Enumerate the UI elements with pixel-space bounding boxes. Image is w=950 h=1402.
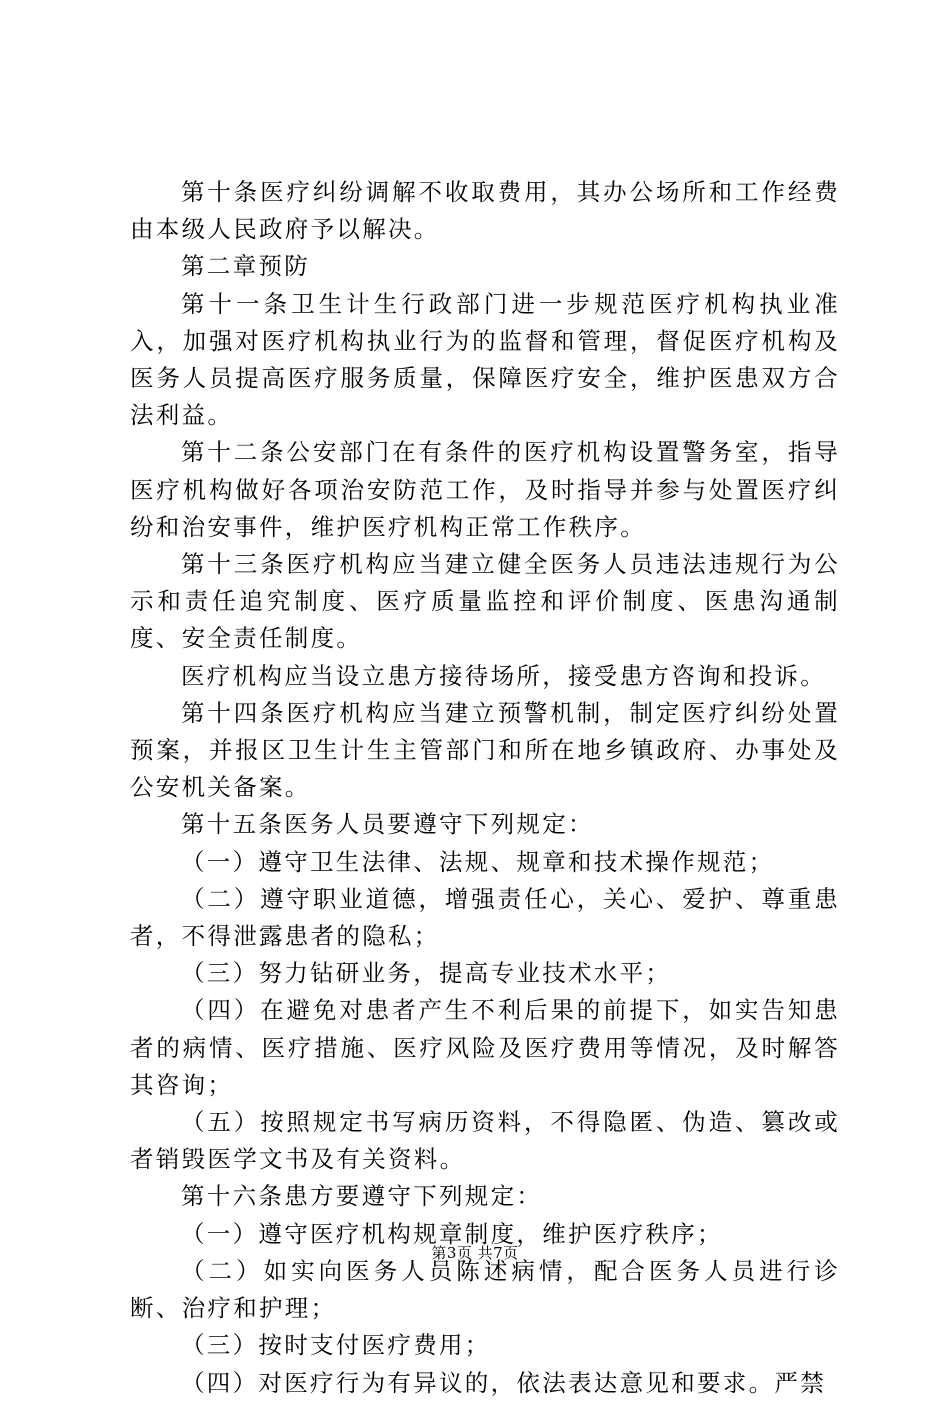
paragraph-article-10: 第十条医疗纠纷调解不收取费用，其办公场所和工作经费由本级人民政府予以解决。 bbox=[130, 178, 840, 244]
list-item-16-4: （四）对医疗行为有异议的，依法表达意见和要求。严禁 bbox=[181, 1368, 826, 1397]
page-number-footer: 第3页 共7页 bbox=[431, 1244, 519, 1262]
paragraph-article-16: 第十六条患方要遵守下列规定： bbox=[181, 1182, 543, 1211]
list-item-16-3: （三）按时支付医疗费用； bbox=[181, 1331, 491, 1360]
paragraph-article-15: 第十五条医务人员要遵守下列规定： bbox=[181, 810, 594, 839]
list-item-15-4: （四）在避免对患者产生不利后果的前提下，如实告知患者的病情、医疗措施、医疗风险及医疗费用等情况，及时解答其咨询； bbox=[130, 996, 840, 1099]
list-item-15-5: （五）按照规定书写病历资料，不得隐匿、伪造、篡改或者销毁医学文书及有关资料。 bbox=[130, 1108, 840, 1174]
list-item-15-1: （一）遵守卫生法律、法规、规章和技术操作规范； bbox=[181, 847, 775, 876]
list-item-16-1: （一）遵守医疗机构规章制度，维护医疗秩序； bbox=[181, 1219, 723, 1248]
paragraph-article-13-cont: 医疗机构应当设立患方接待场所，接受患方咨询和投诉。 bbox=[181, 661, 826, 690]
paragraph-article-14: 第十四条医疗机构应当建立预警机制，制定医疗纠纷处置预案，并报区卫生计生主管部门和所在地乡镇政府、办事处及公安机关备案。 bbox=[130, 698, 840, 802]
document-body bbox=[130, 174, 840, 1402]
paragraph-article-12: 第十二条公安部门在有条件的医疗机构设置警务室，指导医疗机构做好各项治安防范工作，及时指导并参与处置医疗纠纷和治安事件，维护医疗机构正常工作秩序。 bbox=[130, 438, 840, 541]
paragraph-article-11: 第十一条卫生计生行政部门进一步规范医疗机构执业准入，加强对医疗机构执业行为的监督和管理，督促医疗机构及医务人员提高医疗服务质量，保障医疗安全，维护医患双方合法利益。 bbox=[130, 289, 840, 430]
list-item-15-3: （三）努力钻研业务，提高专业技术水平； bbox=[181, 959, 672, 988]
list-item-16-2: （二）如实向医务人员陈述病情，配合医务人员进行诊断、治疗和护理； bbox=[130, 1256, 840, 1323]
list-item-15-2: （二）遵守职业道德，增强责任心，关心、爱护、尊重患者，不得泄露患者的隐私； bbox=[130, 884, 840, 951]
chapter-heading: 第二章预防 bbox=[181, 252, 310, 281]
paragraph-article-13: 第十三条医疗机构应当建立健全医务人员违法违规行为公示和责任追究制度、医疗质量监控和评价制度、医患沟通制度、安全责任制度。 bbox=[130, 550, 840, 653]
